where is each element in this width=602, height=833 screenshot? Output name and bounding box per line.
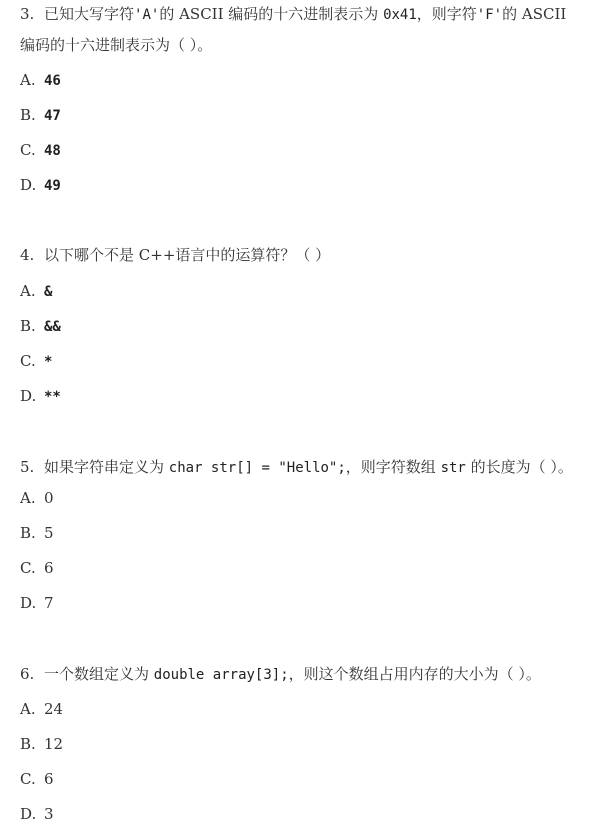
option-value: & xyxy=(44,284,53,300)
stem-text: ，则这个数组占用内存的大小为（ ）。 xyxy=(288,665,541,683)
option-value: 46 xyxy=(44,73,61,89)
option-letter: A. xyxy=(20,489,36,507)
question-4-option-b[interactable] xyxy=(20,315,61,337)
option-letter: B. xyxy=(20,735,36,753)
option-letter: A. xyxy=(20,700,36,718)
question-number: 3. xyxy=(20,5,35,23)
question-number: 6. xyxy=(20,665,35,683)
option-value: 6 xyxy=(44,559,54,577)
stem-text: 一个数组定义为 xyxy=(44,665,154,683)
stem-text: 如果字符串定义为 xyxy=(44,458,169,476)
stem-text: 编码的十六进制表示为（ ）。 xyxy=(20,36,213,54)
question-3-option-c[interactable] xyxy=(20,139,61,161)
option-letter: A. xyxy=(20,282,36,300)
option-value: 48 xyxy=(44,143,61,159)
question-5-option-b[interactable] xyxy=(20,522,54,544)
question-5-option-a[interactable] xyxy=(20,487,54,509)
option-value: 5 xyxy=(44,524,54,542)
stem-code: char str[] = "Hello"; xyxy=(168,460,346,476)
option-value: && xyxy=(44,319,61,335)
option-letter: C. xyxy=(20,141,36,159)
option-letter: D. xyxy=(20,176,37,194)
question-3-option-b[interactable] xyxy=(20,104,61,126)
question-6-option-c[interactable] xyxy=(20,768,54,790)
stem-text: 的 ASCII xyxy=(502,5,567,23)
stem-text: 的 ASCII 编码的十六进制表示为 xyxy=(159,5,384,23)
option-value: 49 xyxy=(44,178,61,194)
stem-code: 'A' xyxy=(134,7,160,23)
option-value: 3 xyxy=(44,805,54,823)
question-3-option-d[interactable] xyxy=(20,174,61,196)
question-5-option-c[interactable] xyxy=(20,557,54,579)
stem-text: 的长度为（ ）。 xyxy=(465,458,573,476)
stem-text: 已知大写字符 xyxy=(44,5,135,23)
question-6-stem xyxy=(20,663,541,685)
stem-code: 0x41 xyxy=(383,7,417,23)
stem-text: ，则字符 xyxy=(416,5,477,23)
option-letter: C. xyxy=(20,770,36,788)
option-value: ** xyxy=(44,389,61,405)
option-letter: D. xyxy=(20,805,37,823)
question-6-option-d[interactable] xyxy=(20,803,54,825)
stem-code: str xyxy=(440,460,466,476)
option-letter: A. xyxy=(20,71,36,89)
question-3-stem-line-1 xyxy=(20,3,566,25)
option-letter: D. xyxy=(20,387,37,405)
option-value: 6 xyxy=(44,770,54,788)
stem-code: double array[3]; xyxy=(153,667,289,683)
option-letter: B. xyxy=(20,317,36,335)
question-6-option-a[interactable] xyxy=(20,698,63,720)
question-number: 4. xyxy=(20,246,35,264)
question-3-stem-line-2 xyxy=(20,34,212,56)
option-value: 12 xyxy=(44,735,64,753)
question-4-option-a[interactable] xyxy=(20,280,52,302)
option-value: 0 xyxy=(44,489,54,507)
option-letter: B. xyxy=(20,106,36,124)
stem-text: ，则字符数组 xyxy=(345,458,441,476)
option-letter: C. xyxy=(20,352,36,370)
question-4-stem xyxy=(20,244,330,266)
option-value: * xyxy=(44,354,53,370)
option-value: 24 xyxy=(44,700,64,718)
question-5-option-d[interactable] xyxy=(20,592,54,614)
question-6-option-b[interactable] xyxy=(20,733,63,755)
question-4-option-d[interactable] xyxy=(20,385,61,407)
stem-code: 'F' xyxy=(476,7,503,23)
stem-text: 以下哪个不是 C++语言中的运算符？（ ） xyxy=(44,246,331,264)
option-letter: B. xyxy=(20,524,36,542)
option-value: 47 xyxy=(44,108,61,124)
option-value: 7 xyxy=(44,594,54,612)
option-letter: C. xyxy=(20,559,36,577)
option-letter: D. xyxy=(20,594,37,612)
question-number: 5. xyxy=(20,458,35,476)
question-3-option-a[interactable] xyxy=(20,69,61,91)
question-4-option-c[interactable] xyxy=(20,350,52,372)
question-5-stem xyxy=(20,456,573,478)
